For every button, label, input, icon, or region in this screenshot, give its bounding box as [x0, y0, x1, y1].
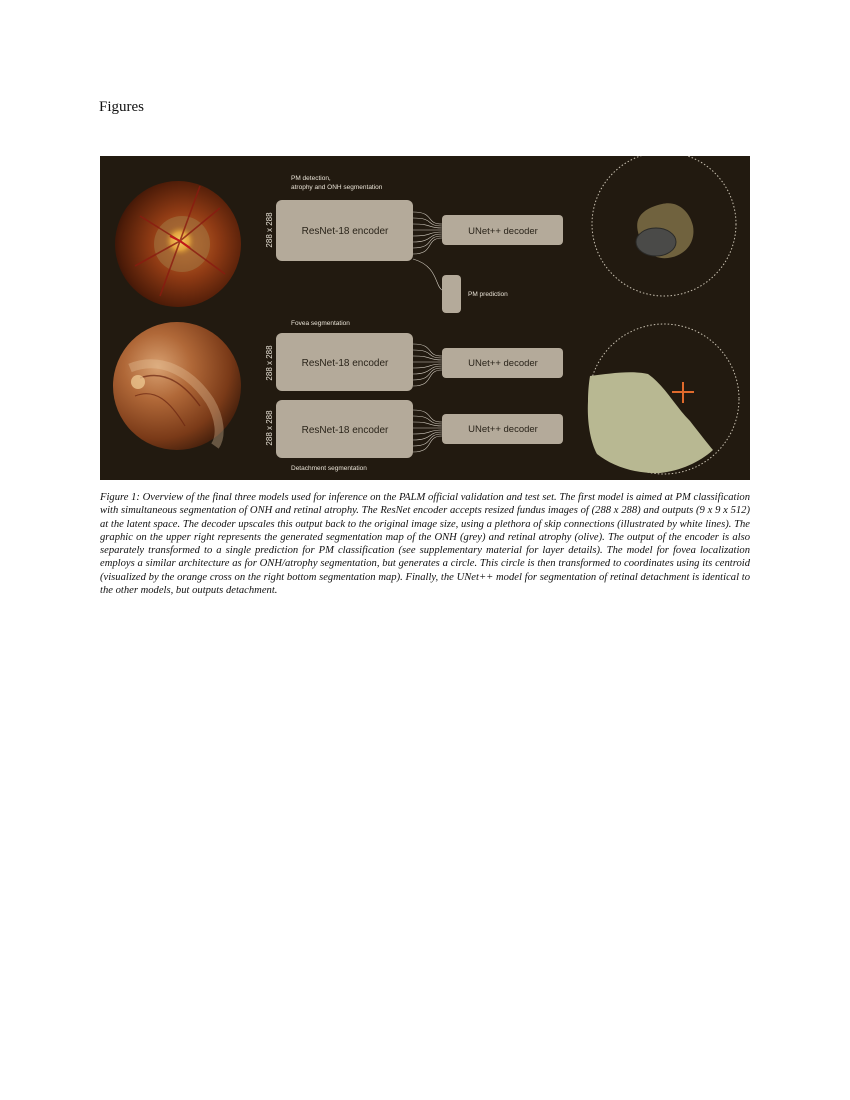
prediction-label: PM prediction	[468, 291, 508, 298]
top-model	[115, 156, 736, 313]
fundus-image-bottom	[113, 322, 241, 450]
input-size-label-top: 288 x 288	[265, 212, 274, 248]
architecture-diagram	[100, 156, 750, 480]
fovea-cross-icon	[672, 382, 694, 403]
figure-panel	[100, 156, 750, 480]
segmentation-map-bottom	[588, 324, 739, 474]
encoder-label-middle: ResNet-18 encoder	[301, 358, 389, 369]
segmentation-map-top	[592, 156, 736, 296]
task-label-top-line1: PM detection,	[291, 175, 331, 182]
decoder-label-middle: UNet++ decoder	[468, 358, 538, 369]
input-size-label-middle: 288 x 288	[265, 345, 274, 381]
task-label-top-line2: atrophy and ONH segmentation	[291, 184, 383, 191]
prediction-block	[442, 275, 461, 313]
fundus-image-top	[115, 181, 241, 307]
skip-connections-top	[413, 212, 442, 290]
figure-caption: Figure 1: Overview of the final three models used for inference on the PALM official validation and test set. The first model is aimed at PM classification with simultaneous segmentation of ONH and retinal atrophy. The ResNet encoder accepts resized fundus images of (288 x 288) and outputs (9 x 9 x 512) at the latent space. The decoder upscales this output back to the original image size, using a plethora of skip connections (illustrated by white lines). The graphic on the upper right represents the generated segmentation map of the ONH (grey) and retinal atrophy (olive). The output of the encoder is also separately transformed to a single prediction for PM classification (see supplementary material for layer details). The model for fovea localization employs a similar architecture as for ONH/atrophy segmentation, but generates a circle. This circle is then transformed to coordinates using its centroid (visualized by the orange cross on the right bottom segmentation map). Finally, the UNet++ model for segmentation of retinal detachment is identical to the other models, but outputs detachment.	[100, 492, 750, 597]
encoder-label-top: ResNet-18 encoder	[301, 226, 389, 237]
task-label-middle: Fovea segmentation	[291, 320, 350, 327]
skip-connections-middle	[413, 344, 442, 386]
encoder-label-bottom: ResNet-18 encoder	[301, 425, 389, 436]
task-label-bottom: Detachment segmentation	[291, 465, 367, 472]
skip-connections-bottom	[413, 410, 442, 452]
decoder-label-top: UNet++ decoder	[468, 226, 538, 237]
section-heading: Figures	[99, 99, 144, 115]
decoder-label-bottom: UNet++ decoder	[468, 424, 538, 435]
input-size-label-bottom: 288 x 288	[265, 410, 274, 446]
